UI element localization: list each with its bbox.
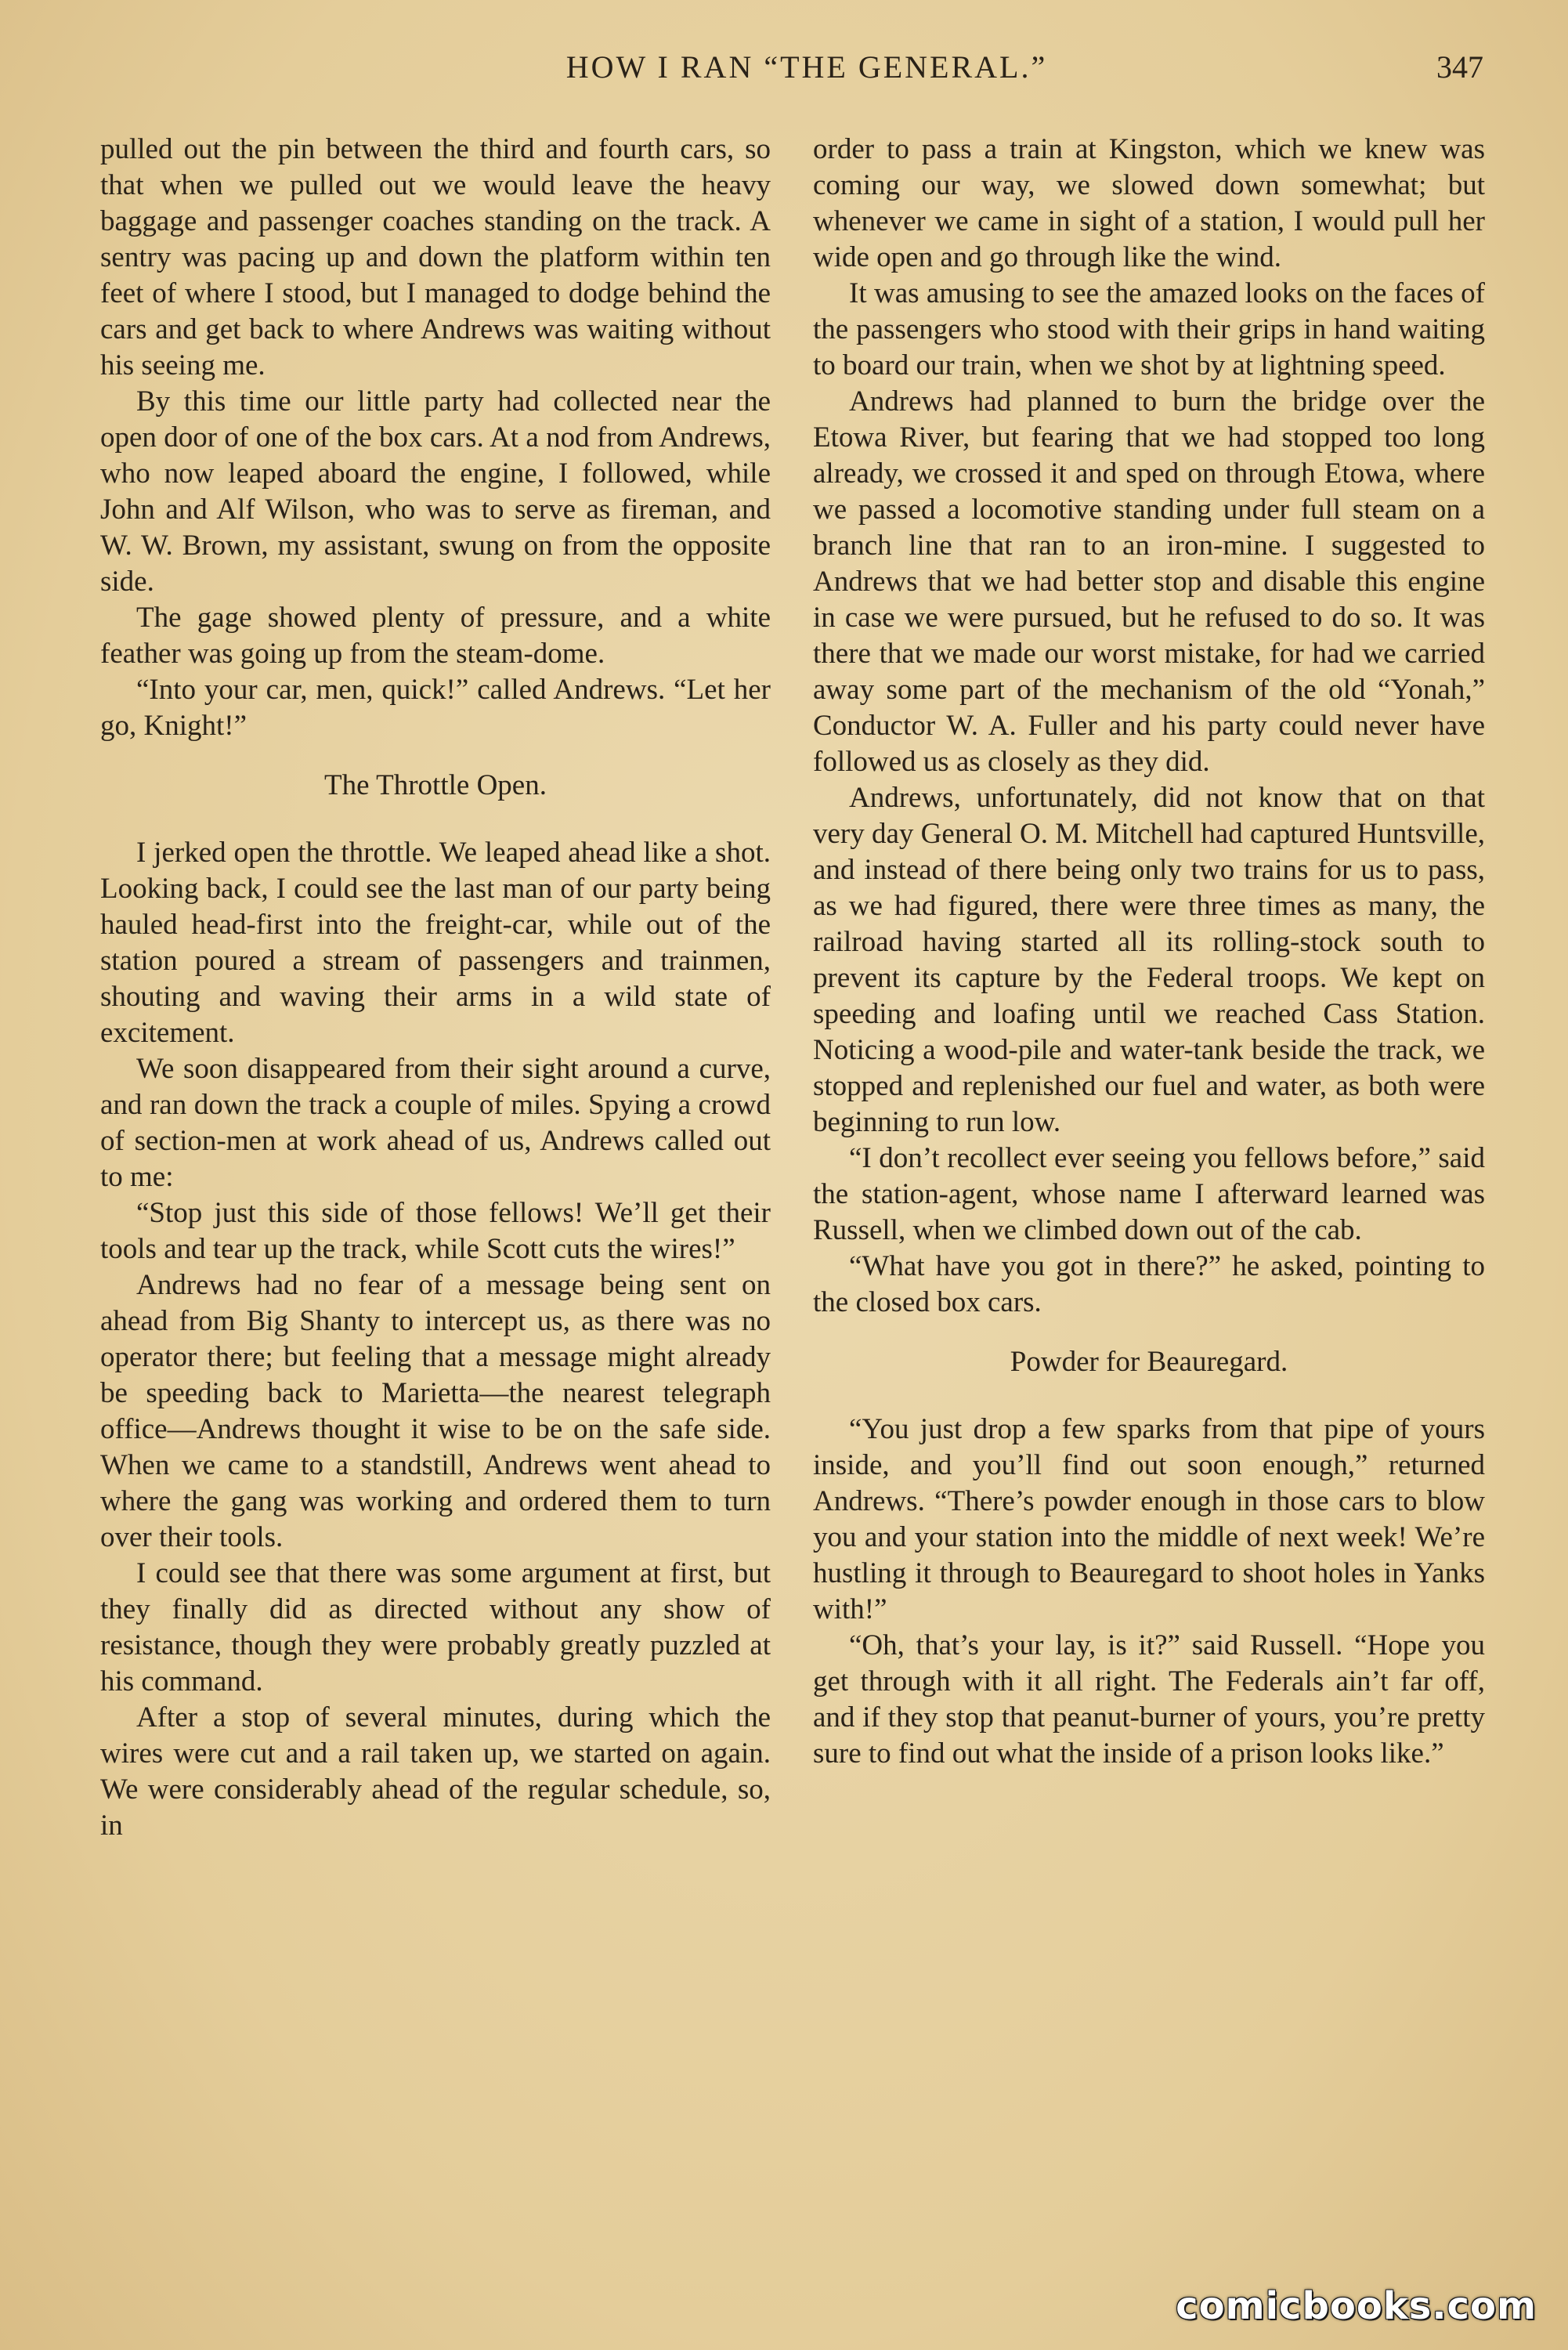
running-head: [0, 49, 1568, 96]
paragraph: Andrews had no fear of a message being sent on ahead from Big Shanty to intercept us, as there was no operator there; but feeling that a message might already be speeding back to Marietta—the nearest telegraph office—Andrews thought it wise to be on the safe side. When we came to a standstill, Andrews went ahead to where the gang was working and ordered them to turn over their tools.: [100, 1269, 771, 1553]
paragraph: By this time our little party had collected near the open door of one of the box cars. At a nod from Andrews, who now leaped aboard the engine, I followed, while John and Alf Wilson, who was to serve as fireman, and W. W. Brown, my assistant, swung on from the opposite side.: [100, 385, 771, 598]
running-title: HOW I RAN “THE GENERAL.”: [565, 49, 1048, 85]
paragraph: pulled out the pin between the third and fourth cars, so that when we pulled out we would leave the heavy baggage and passenger coaches standing on the track. A sentry was pacing up and down the platform within ten feet of where I stood, but I managed to dodge behind the cars and get back to where Andrews was waiting without his seeing me.: [100, 133, 771, 381]
paragraph: “Into your car, men, quick!” called Andrews. “Let her go, Knight!”: [100, 674, 771, 742]
paragraph: “What have you got in there?” he asked, pointing to the closed box cars.: [813, 1250, 1485, 1318]
paragraph: I jerked open the throttle. We leaped ahead like a shot. Looking back, I could see the last man of our party being hauled head-first into the freight-car, while out of the station poured a stream of passengers and trainmen, shouting and waving their arms in a wild state of excitement.: [100, 837, 771, 1049]
page-number: 347: [1436, 49, 1483, 85]
paragraph: After a stop of several minutes, during which the wires were cut and a rail taken up, we started on again. We were considerably ahead of the regular schedule, so, in: [100, 1701, 771, 1842]
watermark-logo: comicbooks.com: [1176, 2284, 1537, 2328]
paragraph: Andrews had planned to burn the bridge over the Etowa River, but fearing that we had stopped too long already, we crossed it and sped on through Etowa, where we passed a locomotive standing under full steam on a branch line that ran to an iron-mine. I suggested to Andrews that we had better stop and disable this engine in case we were pursued, but he refused to do so. It was there that we made our worst mistake, for had we carried away some part of the mechanism of the old “Yonah,” Conductor W. A. Fuller and his party could never have followed us as closely as they did.: [813, 385, 1485, 778]
paragraph: order to pass a train at Kingston, which we knew was coming our way, we slowed down somewhat; but whenever we came in sight of a station, I would pull her wide open and go through like the wind.: [813, 133, 1485, 273]
paragraph: The gage showed plenty of pressure, and a white feather was going up from the steam-dome.: [100, 602, 771, 670]
paragraph: I could see that there was some argument at first, but they finally did as directed without any show of resistance, though they were probably greatly puzzled at his command.: [100, 1557, 771, 1697]
section-heading: The Throttle Open.: [324, 769, 547, 801]
paragraph: Andrews, unfortunately, did not know that on that very day General O. M. Mitchell had captured Huntsville, and instead of there being only two trains for us to pass, as we had figured, there were three times as many, the railroad having started all its rolling-stock south to prevent its capture by the Federal troops. We kept on speeding and loafing until we reached Cass Station. Noticing a wood-pile and water-tank beside the track, we stopped and replenished our fuel and water, as both were beginning to run low.: [813, 782, 1485, 1138]
left-column: [100, 132, 771, 1844]
right-column: [813, 132, 1485, 1772]
paragraph: “You just drop a few sparks from that pipe of yours inside, and you’ll find out soon enough,” returned Andrews. “There’s powder enough in those cars to blow you and your station into the middle of next week! We’re hustling it through to Beauregard to shoot holes in Yanks with!”: [813, 1413, 1485, 1625]
paragraph: “Oh, that’s your lay, is it?” said Russell. “Hope you get through with it all right. The Federals ain’t far off, and if they stop that peanut-burner of yours, you’re pretty sure to find out what the inside of a prison looks like.”: [813, 1629, 1485, 1770]
paragraph: It was amusing to see the amazed looks on the faces of the passengers who stood with their grips in hand waiting to board our train, when we shot by at lightning speed.: [813, 277, 1485, 381]
paragraph: “Stop just this side of those fellows! We’ll get their tools and tear up the track, while Scott cuts the wires!”: [100, 1197, 771, 1265]
section-heading: Powder for Beauregard.: [1010, 1346, 1288, 1378]
paragraph: “I don’t recollect ever seeing you fellows before,” said the station-agent, whose name I afterward learned was Russell, when we climbed down out of the cab.: [813, 1142, 1485, 1246]
paragraph: We soon disappeared from their sight around a curve, and ran down the track a couple of miles. Spying a crowd of section-men at work ahead of us, Andrews called out to me:: [100, 1053, 771, 1193]
